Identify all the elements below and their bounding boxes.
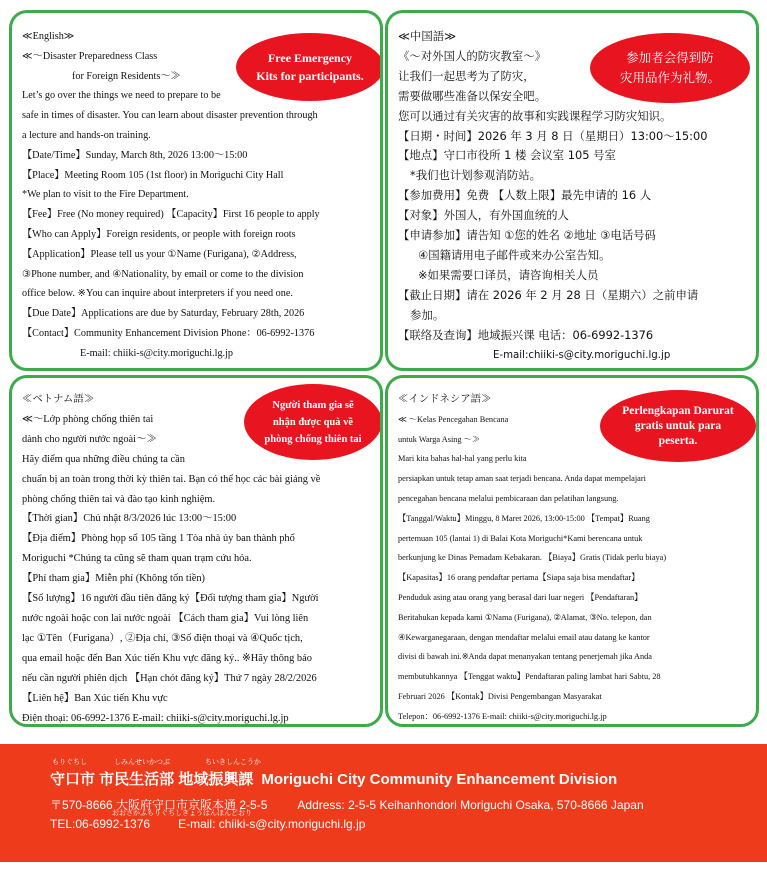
english-fee: 【Fee】Free (No money required) 【Capacity】First 16 people to apply bbox=[22, 209, 320, 221]
chinese-line: ※如果需要口译员，请咨询相关人员 bbox=[418, 267, 599, 282]
vietnamese-line: lạc ①Tên（Furigana）, ②Địa chỉ, ③Số điện thoại và ④Quốc tịch, bbox=[22, 632, 303, 644]
chinese-line: 需要做哪些准备以保安全吧。 bbox=[398, 88, 547, 103]
vietnamese-class-subtitle: dành cho người nước ngoài～≫ bbox=[22, 433, 157, 445]
english-line: office below. ※You can inquire about interpreters if you need one. bbox=[22, 288, 293, 300]
ruby-address: おおさかふもりぐちしきょうはんほんどおり bbox=[112, 810, 252, 817]
english-line: Let’s go over the things we need to prepare to be bbox=[22, 90, 221, 102]
vietnamese-date: 【Thời gian】Chủ nhật 8/3/2026 lúc 13:00～15:00 bbox=[22, 513, 237, 525]
english-line: safe in times of disaster. You can learn about disaster prevention through bbox=[22, 110, 318, 122]
vietnamese-line: phòng chống thiên tai và đào tạo kinh nghiệm. bbox=[22, 493, 216, 505]
chinese-free-kit-badge: 参加者会得到防 灾用品作为礼物。 bbox=[590, 33, 750, 103]
chinese-class-title: 《～对外国人的防灾教室～》 bbox=[398, 48, 547, 63]
english-free-kit-badge: Free Emergency Kits for participants. bbox=[236, 33, 383, 101]
ruby-division: ちいきしんこうか bbox=[205, 759, 261, 766]
vietnamese-free-kit-badge: Người tham gia sẽ nhận được quà về phòng chống thiên tai bbox=[244, 384, 382, 460]
english-application: 【Application】Please tell us your ①Name (Furigana), ②Address, bbox=[22, 248, 297, 260]
english-email[interactable]: E-mail: chiiki-s@city.moriguchi.lg.jp bbox=[80, 347, 234, 359]
ruby-bureau: しみんせいかつぶ bbox=[114, 759, 170, 766]
english-class-subtitle: for Foreign Residents～≫ bbox=[72, 70, 181, 82]
indonesian-free-kit-badge: Perlengkapan Darurat gratis untuk para peserta. bbox=[600, 390, 756, 462]
english-contact: 【Contact】Community Enhancement Division Phone：06-6992-1376 bbox=[22, 327, 315, 339]
english-line: ③Phone number, and ④Nationality, by email or come to the division bbox=[22, 268, 304, 280]
indonesian-line: ④Kewarganegaraan, dengan mendaftar melalui email atau datang ke kantor bbox=[398, 632, 650, 642]
footer-bottom-strip bbox=[0, 862, 767, 873]
english-place: 【Place】Meeting Room 105 (1st floor) in Moriguchi City Hall bbox=[22, 169, 284, 181]
chinese-contact: 【联络及查询】地域振兴课 电话：06-6992-1376 bbox=[398, 327, 654, 342]
vietnamese-section bbox=[9, 375, 383, 727]
footer-tel[interactable]: TEL:06-6992-1376 bbox=[50, 817, 151, 831]
indonesian-line: persiapkan untuk tetap aman saat terjadi bencana. Anda dapat mempelajari bbox=[398, 474, 646, 484]
chinese-eligibility: 【对象】外国人，有外国血统的人 bbox=[398, 208, 569, 223]
english-class-title: ≪～Disaster Preparedness Class bbox=[22, 50, 158, 62]
chinese-section bbox=[385, 10, 759, 371]
footer-email[interactable]: E-mail: chiiki-s@city.moriguchi.lg.jp bbox=[178, 817, 366, 831]
vietnamese-line: nước ngoài hoặc con lai nước ngoài 【Cách tham gia】Vui lòng liên bbox=[22, 612, 309, 624]
footer-contact bbox=[50, 817, 365, 831]
chinese-date: 【日期・时间】2026 年 3 月 8 日（星期日）13:00～15:00 bbox=[398, 128, 708, 143]
chinese-heading: ≪中国語≫ bbox=[398, 29, 457, 43]
indonesian-application: Beritahukan kepada kami ①Nama (Furigana), ②Alamat, ③No. telepon, dan bbox=[398, 612, 652, 622]
indonesian-section bbox=[385, 375, 759, 727]
english-section bbox=[9, 10, 383, 371]
indonesian-line: pertemuan 105 (lantai 1) di Balai Kota Moriguchi*Kami berencana untuk bbox=[398, 533, 643, 543]
vietnamese-heading: ≪ベトナム語≫ bbox=[22, 394, 95, 405]
indonesian-line: berkunjung ke Dinas Pemadam Kebakaran. 【Biaya】Gratis (Tidak perlu biaya) bbox=[398, 553, 667, 563]
footer bbox=[0, 744, 767, 873]
english-line: *We plan to visit to the Fire Department. bbox=[22, 189, 189, 201]
ruby-city: もりぐちし bbox=[52, 759, 87, 766]
indonesian-class-title: ≪ ～Kelas Pencegahan Bencana bbox=[398, 414, 509, 424]
vietnamese-capacity: 【Số lượng】16 người đầu tiên đăng ký【Đối tượng tham gia】Người bbox=[22, 593, 319, 605]
chinese-line: 让我们一起思考为了防灾， bbox=[398, 68, 535, 83]
indonesian-class-subtitle: untuk Warga Asing ～≫ bbox=[398, 434, 481, 444]
english-line: a lecture and hands-on training. bbox=[22, 129, 151, 141]
english-heading: ≪English≫ bbox=[22, 31, 75, 42]
indonesian-line: Penduduk asing atau orang yang berasal dari luar negeri 【Pendaftaran】 bbox=[398, 592, 643, 602]
vietnamese-line: qua email hoặc đến Ban Xúc tiến Khu vực đăng ký.. ※Hãy thông báo bbox=[22, 652, 312, 664]
vietnamese-phone-email[interactable]: Điện thoại: 06-6992-1376 E-mail: chiiki-s@city.moriguchi.lg.jp bbox=[22, 712, 289, 724]
chinese-line: 参加。 bbox=[410, 307, 445, 322]
english-eligibility: 【Who can Apply】Foreign residents, or people with foreign roots bbox=[22, 228, 296, 240]
indonesian-heading: ≪インドネシア語≫ bbox=[398, 394, 492, 405]
vietnamese-line: Hãy điểm qua những điều chúng ta cần bbox=[22, 453, 185, 465]
vietnamese-line: Moriguchi *Chúng ta cũng sẽ tham quan trạm cứu hỏa. bbox=[22, 553, 252, 565]
chinese-place: 【地点】守口市役所 1 楼 会议室 105 号室 bbox=[398, 148, 616, 163]
english-date: 【Date/Time】Sunday, March 8th, 2026 13:00～15:00 bbox=[22, 149, 248, 161]
footer-title bbox=[50, 768, 617, 789]
english-due-date: 【Due Date】Applications are due by Saturday, February 28th, 2026 bbox=[22, 308, 305, 320]
indonesian-contact: Februari 2026 【Kontak】Divisi Pengembangan Masyarakat bbox=[398, 691, 602, 701]
vietnamese-contact: 【Liên hệ】Ban Xúc tiến Khu vực bbox=[22, 692, 168, 704]
vietnamese-fee: 【Phí tham gia】Miễn phí (Không tốn tiền) bbox=[22, 573, 205, 585]
chinese-email[interactable]: E-mail:chiiki-s@city.moriguchi.lg.jp bbox=[493, 349, 671, 361]
footer-title-jp: 守口市 市民生活部 地域振興課 bbox=[50, 771, 254, 788]
indonesian-phone-email[interactable]: Telepon：06-6992-1376 E-mail: chiiki-s@city.moriguchi.lg.jp bbox=[398, 711, 607, 721]
chinese-fee: 【参加费用】免费 【人数上限】最先申请的 16 人 bbox=[398, 188, 652, 203]
indonesian-date: 【Tanggal/Waktu】Minggu, 8 Maret 2026, 13:00-15:00 【Tempat】Ruang bbox=[398, 513, 650, 523]
chinese-due-date: 【截止日期】请在 2026 年 2 月 28 日（星期六）之前申请 bbox=[398, 287, 699, 302]
indonesian-capacity: 【Kapasitas】16 orang pendaftar pertama【Siapa saja bisa mendaftar】 bbox=[398, 573, 640, 583]
vietnamese-class-title: ≪～Lớp phòng chống thiên tai bbox=[22, 413, 154, 425]
vietnamese-place: 【Địa điểm】Phòng họp số 105 tầng 1 Tòa nhà ủy ban thành phố bbox=[22, 533, 295, 545]
vietnamese-due-date: nếu cần người phiên dịch 【Hạn chót đăng ký】Thứ 7 ngày 28/2/2026 bbox=[22, 672, 317, 684]
indonesian-line: Mari kita bahas hal-hal yang perlu kita bbox=[398, 454, 527, 464]
chinese-line: ④国籍请用电子邮件或来办公室告知。 bbox=[418, 247, 611, 262]
footer-address-jp: 〒570-8666 大阪府守口市京阪本通 2-5-5 bbox=[50, 798, 268, 812]
indonesian-due-date: membutuhkannya 【Tenggat waktu】Pendaftaran paling lambat hari Sabtu, 28 bbox=[398, 672, 661, 682]
indonesian-line: divisi di bawah ini.※Anda dapat menanyakan tentang penerjemah jika Anda bbox=[398, 652, 652, 662]
vietnamese-line: chuẩn bị an toàn trong thời kỳ thiên tai. Bạn có thể học các bài giảng về bbox=[22, 473, 321, 485]
indonesian-line: pencegahan bencana melalui pembicaraan dan pelatihan langsung. bbox=[398, 493, 619, 503]
chinese-line: *我们也计划参观消防站。 bbox=[410, 168, 541, 183]
chinese-line: 您可以通过有关灾害的故事和实践课程学习防灾知识。 bbox=[398, 108, 672, 123]
footer-title-en: Moriguchi City Community Enhancement Division bbox=[261, 771, 618, 788]
chinese-application: 【申请参加】请告知 ①您的姓名 ②地址 ③电话号码 bbox=[398, 228, 656, 243]
footer-address-en: Address: 2-5-5 Keihanhondori Moriguchi Osaka, 570-8666 Japan bbox=[297, 798, 644, 812]
